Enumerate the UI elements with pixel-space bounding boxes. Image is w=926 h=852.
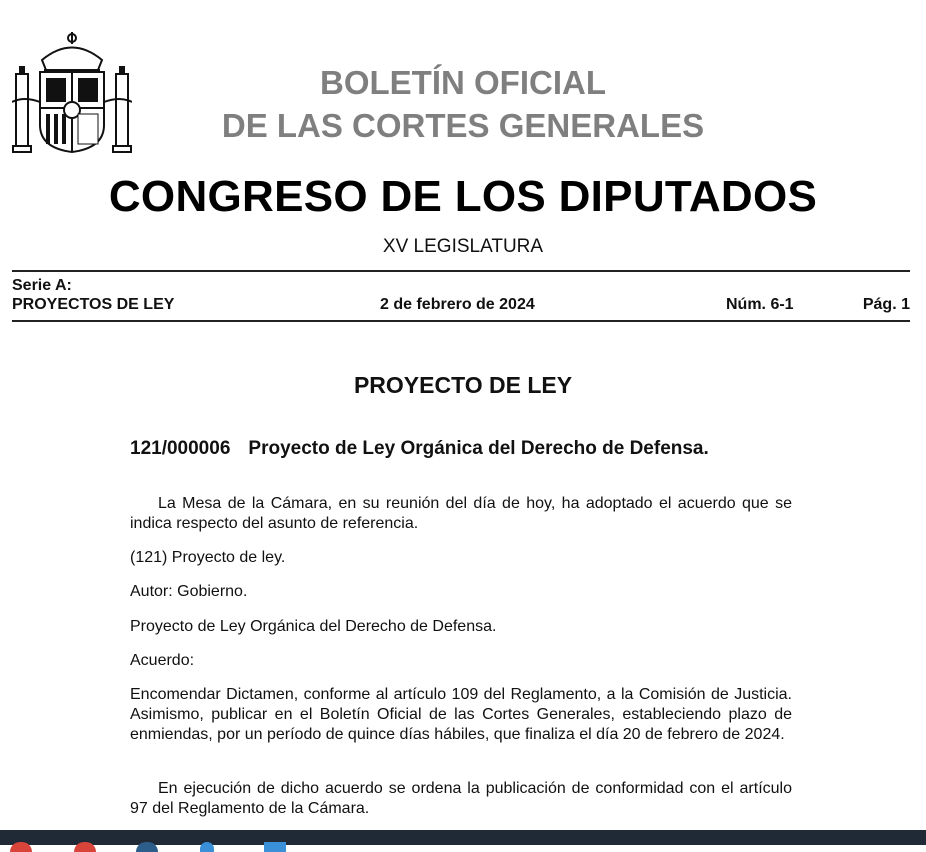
document-heading: PROYECTO DE LEY [353,372,573,398]
paragraph-author: Autor: Gobierno. [130,583,248,600]
serie-type: PROYECTOS DE LEY [12,296,175,313]
expediente-number: 121/000006 [130,438,231,459]
serie-label: Serie A: [12,277,72,294]
app-icon-window[interactable] [264,842,286,852]
header-rule-top [12,270,910,272]
app-icon-blue[interactable] [136,842,158,852]
header-rule-bottom [12,320,910,322]
paragraph-type: (121) Proyecto de ley. [130,549,286,566]
paragraph-acuerdo-label: Acuerdo: [130,652,195,669]
expediente-title: Proyecto de Ley Orgánica del Derecho de Defensa. [248,438,709,459]
app-icon-red[interactable] [10,842,32,852]
paragraph-mesa: La Mesa de la Cámara, en su reunión del día de hoy, ha adoptado el acuerdo que se indica respecto del asunto de referencia. [130,495,792,532]
app-icon-blue-2[interactable] [200,842,214,852]
legislature-label: XV LEGISLATURA [382,236,544,257]
chamber-title: CONGRESO DE LOS DIPUTADOS [108,172,818,221]
app-icon-red-2[interactable] [74,842,96,852]
paragraph-ejecucion: En ejecución de dicho acuerdo se ordena la publicación de conformidad con el artículo 97 del Reglamento de la Cámara. [130,780,792,817]
page-number: Pág. 1 [862,296,910,313]
taskbar [0,830,926,845]
issue-number: Núm. 6-1 [726,296,794,313]
boletin-title-line-2: DE LAS CORTES GENERALES [221,107,705,144]
publication-date: 2 de febrero de 2024 [380,296,535,313]
paragraph-title: Proyecto de Ley Orgánica del Derecho de Defensa. [130,618,497,635]
boletin-title-line-1: BOLETÍN OFICIAL [320,64,606,101]
paragraph-acuerdo: Encomendar Dictamen, conforme al artículo 109 del Reglamento, a la Comisión de Justicia. Asimismo, publicar en el Boletín Oficial de las Cortes Generales, estableciendo plazo de enmiendas, por un período de quince días hábiles, que finaliza el día 20 de febrero de 2024. [130,686,792,743]
expediente-heading [130,438,709,460]
